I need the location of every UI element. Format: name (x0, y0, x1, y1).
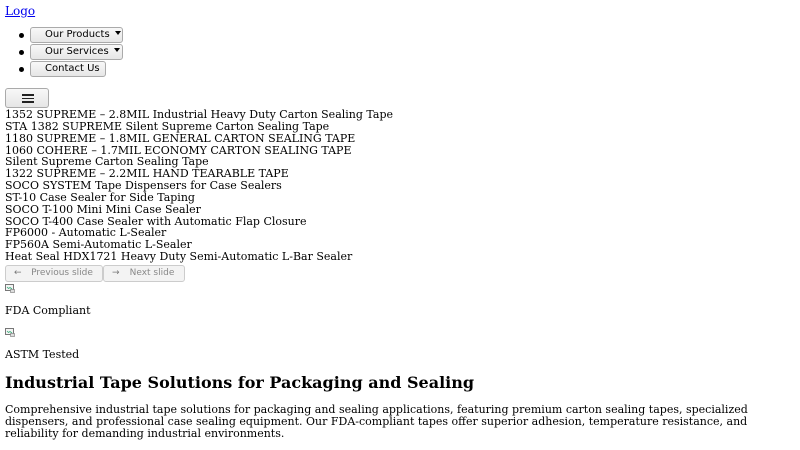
astm-tested-badge: ASTM Tested (5, 348, 80, 361)
page-title: Industrial Tape Solutions for Packaging and Sealing (5, 373, 475, 392)
menu-toggle-button[interactable] (5, 88, 49, 108)
slide-item: FP6000 - Automatic L-Sealer (5, 226, 167, 240)
caret-down-icon (115, 31, 121, 35)
nav-item-contact (0, 61, 200, 79)
nav-item-services (0, 44, 200, 62)
arrow-left-icon: ← (14, 268, 22, 278)
fda-compliant-badge: FDA Compliant (5, 304, 91, 317)
slide-item: SOCO T-400 Case Sealer with Automatic Flap Closure (5, 214, 307, 228)
slide-item: 1352 SUPREME – 2.8MIL Industrial Heavy Duty Carton Sealing Tape (5, 108, 394, 121)
broken-image-icon (5, 328, 15, 337)
next-slide-label: Next slide (129, 268, 175, 278)
our-services-label: Our Services (45, 46, 109, 57)
nav-item-products (0, 27, 200, 45)
arrow-right-icon: → (112, 268, 120, 278)
slide-item: FP560A Semi-Automatic L-Sealer (5, 238, 192, 252)
slide-item: STA 1382 SUPREME Silent Supreme Carton Sealing Tape (5, 119, 330, 133)
caret-down-icon (114, 48, 120, 52)
list-bullet (19, 50, 24, 55)
broken-image-icon (5, 284, 15, 293)
previous-slide-label: Previous slide (31, 268, 93, 278)
logo-link[interactable]: Logo (5, 4, 36, 18)
contact-us-label: Contact Us (45, 63, 100, 74)
our-products-dropdown-button[interactable] (30, 27, 123, 43)
previous-slide-button[interactable] (5, 265, 103, 282)
contact-us-button[interactable] (30, 61, 106, 77)
our-products-label: Our Products (45, 29, 110, 40)
slide-item: Heat Seal HDX1721 Heavy Duty Semi-Automatic L-Bar Sealer (5, 250, 353, 264)
slide-item: 1180 SUPREME – 1.8MIL GENERAL CARTON SEALING TAPE (5, 131, 356, 145)
list-bullet (19, 67, 24, 72)
hamburger-menu-icon (22, 94, 34, 102)
slide-item: ST-10 Case Sealer for Side Taping (5, 190, 195, 204)
slide-item: SOCO T-100 Mini Mini Case Sealer (5, 202, 201, 216)
slide-item: SOCO SYSTEM Tape Dispensers for Case Sealers (5, 179, 282, 193)
our-services-dropdown-button[interactable] (30, 44, 123, 60)
list-bullet (19, 33, 24, 38)
slide-item: Silent Supreme Carton Sealing Tape (5, 155, 209, 169)
next-slide-button[interactable] (103, 265, 185, 282)
slide-item: 1060 COHERE – 1.7MIL ECONOMY CARTON SEALING TAPE (5, 143, 352, 157)
hero-description: Comprehensive industrial tape solutions for packaging and sealing applications, featuring premium carton sealing tapes, specialized dispensers, and professional case sealing equipment. Our FDA-compliant tapes offer superior adhesion, temperature resistance, and reliability for demanding industrial environments. (5, 403, 748, 440)
slide-item: 1322 SUPREME – 2.2MIL HAND TEARABLE TAPE (5, 167, 289, 181)
product-slider (5, 109, 393, 263)
